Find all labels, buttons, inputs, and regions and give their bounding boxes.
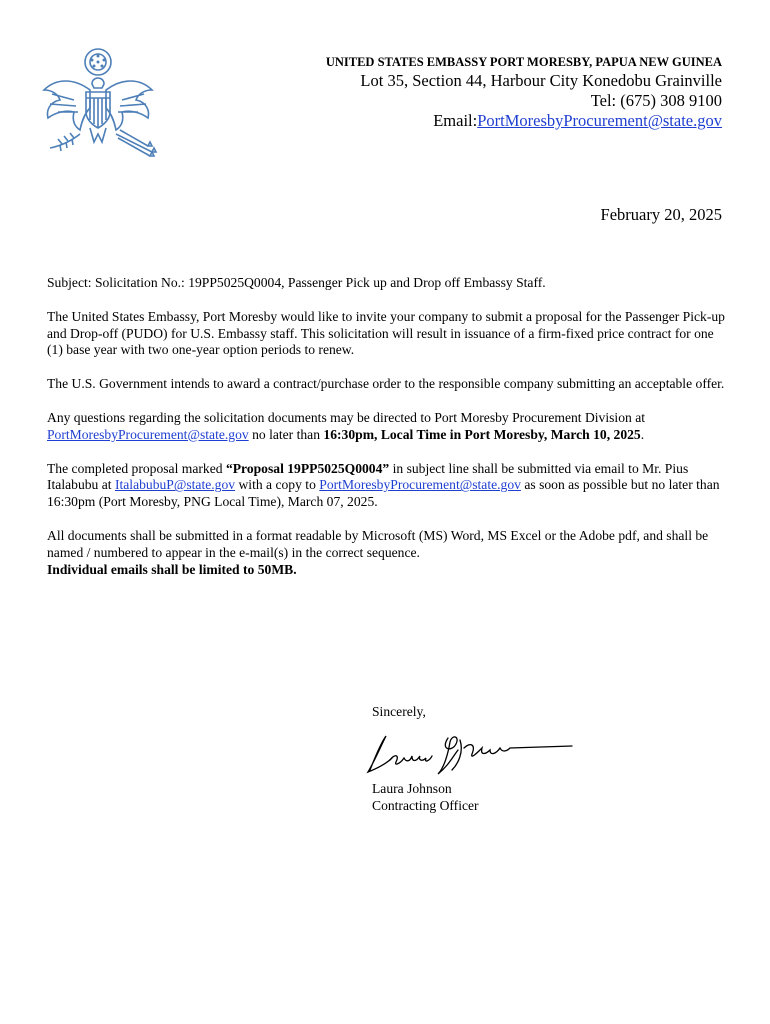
questions-text: Any questions regarding the solicitation documents may be directed to Port Moresby Procurement Division at bbox=[47, 409, 646, 425]
email-label: Email: bbox=[433, 111, 478, 130]
letter-date: February 20, 2025 bbox=[600, 205, 722, 224]
letter-body bbox=[47, 275, 732, 595]
questions-deadline: 16:30pm, Local Time in Port Moresby, March 10, 2025 bbox=[323, 426, 641, 442]
questions-text-2: no later than bbox=[248, 426, 324, 442]
procurement-email-link[interactable]: PortMoresbyProcurement@state.gov bbox=[477, 111, 722, 130]
signer-name: Laura Johnson bbox=[372, 781, 452, 796]
submission-text-4: as soon as possible but no later than 16:30pm (Port Moresby, PNG Local Time), March 07, 2025. bbox=[47, 477, 720, 510]
italabubu-email-link[interactable]: ItalabubuP@state.gov bbox=[114, 477, 236, 493]
subject-line: Subject: Solicitation No.: 19PP5025Q0004, Passenger Pick up and Drop off Embassy Staff. bbox=[47, 275, 546, 290]
format-text: All documents shall be submitted in a format readable by Microsoft (MS) Word, MS Excel or the Adobe pdf, and shall be named / numbered to appear in the e-mail(s) in the correct sequence. bbox=[47, 527, 709, 560]
proposal-marking: “Proposal 19PP5025Q0004” bbox=[225, 460, 390, 476]
paragraph-submission bbox=[47, 461, 732, 511]
embassy-seal-icon bbox=[34, 38, 162, 166]
closing-block bbox=[372, 703, 580, 814]
procurement-copy-email-link[interactable]: PortMoresbyProcurement@state.gov bbox=[319, 477, 521, 493]
signer-title: Contracting Officer bbox=[372, 798, 479, 813]
embassy-email bbox=[162, 111, 722, 131]
paragraph-questions bbox=[47, 410, 732, 444]
paragraph-award: The U.S. Government intends to award a contract/purchase order to the responsible company submitting an acceptable offer. bbox=[47, 376, 725, 392]
submission-text: The completed proposal marked bbox=[47, 460, 226, 476]
questions-period: . bbox=[640, 426, 645, 442]
embassy-phone: Tel: (675) 308 9100 bbox=[590, 91, 722, 110]
paragraph-invitation: The United States Embassy, Port Moresby would like to invite your company to submit a proposal for the Passenger Pick-up and Drop-off (PUDO) for U.S. Embassy staff. This solicitation will result in issuance of a firm-fixed price contract for one (1) base year with two one-year option periods to renew. bbox=[47, 308, 725, 358]
submission-text-3: with a copy to bbox=[235, 477, 320, 493]
submission-text-2: in subject line shall be submitted via email to Mr. Pius Italabubu at bbox=[47, 460, 689, 493]
letterhead bbox=[162, 53, 722, 131]
questions-email-link[interactable]: PortMoresbyProcurement@state.gov bbox=[47, 426, 249, 442]
embassy-address: Lot 35, Section 44, Harbour City Konedobu Grainville bbox=[360, 71, 722, 90]
sincerely: Sincerely, bbox=[372, 704, 426, 719]
paragraph-format bbox=[47, 528, 732, 578]
embassy-name: UNITED STATES EMBASSY PORT MORESBY, PAPUA NEW GUINEA bbox=[325, 55, 722, 69]
email-size-limit: Individual emails shall be limited to 50MB. bbox=[47, 561, 297, 577]
handwritten-signature bbox=[360, 730, 580, 776]
